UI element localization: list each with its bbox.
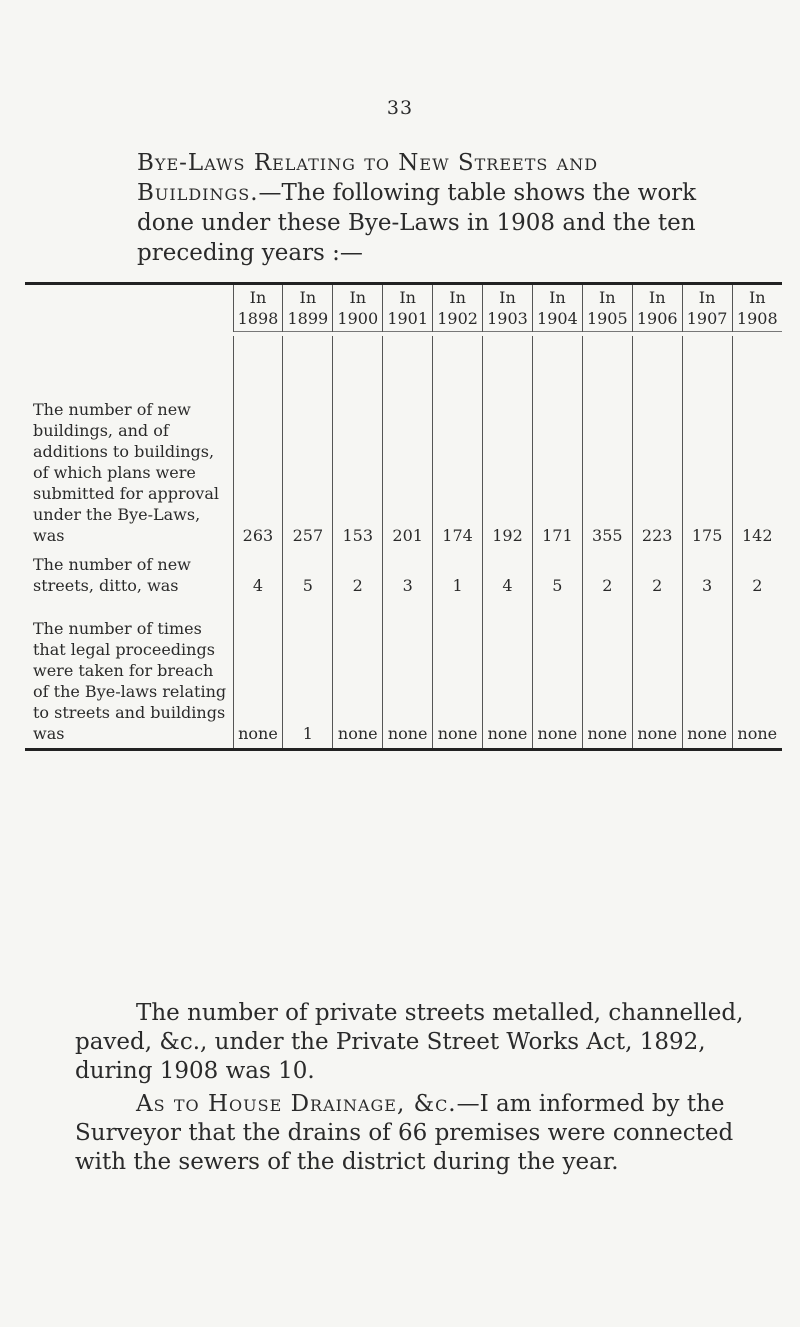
table-cell: 1 <box>283 596 333 748</box>
table-cell: 142 <box>732 336 782 546</box>
table-row <box>25 596 782 748</box>
table-cell: 4 <box>483 546 533 596</box>
intro-text: —The following table shows the work done under these Bye-Laws in 1908 and the ten preceding years :— <box>137 180 697 266</box>
table-cell: 355 <box>582 336 632 546</box>
column-header: In 1899 <box>283 285 333 332</box>
table-header-row <box>25 285 782 332</box>
house-drainage-text: —I am informed by the Surveyor that the drains of 66 premises were connected with the sewers of the district during the year. <box>75 1091 734 1175</box>
table-cell: none <box>383 596 433 748</box>
table-cell: 2 <box>632 546 682 596</box>
table-cell: none <box>233 596 283 748</box>
table-row <box>25 546 782 596</box>
table-cell: 171 <box>532 336 582 546</box>
column-header: In 1901 <box>383 285 433 332</box>
table-cell: none <box>732 596 782 748</box>
house-drainage-heading: As to House Drainage, &c. <box>136 1091 457 1117</box>
column-header: In 1908 <box>732 285 782 332</box>
table-cell: 153 <box>333 336 383 546</box>
table-cell: none <box>532 596 582 748</box>
table-row <box>25 336 782 546</box>
column-header: In 1906 <box>632 285 682 332</box>
column-header: In 1900 <box>333 285 383 332</box>
table-cell: 174 <box>433 336 483 546</box>
table-cell: 2 <box>333 546 383 596</box>
table-cell: 263 <box>233 336 283 546</box>
table-cell: 2 <box>582 546 632 596</box>
table-cell: 3 <box>682 546 732 596</box>
bye-laws-heading: Bye-Laws Relating to New Streets and Buildings. <box>137 150 599 206</box>
table-cell: none <box>582 596 632 748</box>
table-cell: 2 <box>732 546 782 596</box>
table-cell: 4 <box>233 546 283 596</box>
table-cell: none <box>333 596 383 748</box>
row-label: The number of new streets, ditto, was <box>33 555 191 595</box>
page-number: 33 <box>386 97 414 119</box>
table-cell: 223 <box>632 336 682 546</box>
table-cell: none <box>682 596 732 748</box>
table-cell: 5 <box>532 546 582 596</box>
bye-laws-table <box>25 282 782 751</box>
table-cell: 201 <box>383 336 433 546</box>
table-cell: none <box>483 596 533 748</box>
table-cell: 257 <box>283 336 333 546</box>
row-label: The number of new buildings, and of additions to buildings, of which plans were submitted for approval under the Bye-Laws, was <box>33 400 219 545</box>
column-header: In 1907 <box>682 285 732 332</box>
intro-paragraph <box>137 148 697 268</box>
table-cell: none <box>632 596 682 748</box>
column-header: In 1898 <box>233 285 283 332</box>
table-cell: 192 <box>483 336 533 546</box>
column-header: In 1905 <box>582 285 632 332</box>
private-streets-paragraph: The number of private streets metalled, channelled, paved, &c., under the Private Street Works Act, 1892, during 1908 was 10. <box>75 1000 744 1084</box>
table-cell: 3 <box>383 546 433 596</box>
row-label: The number of times that legal proceedings were taken for breach of the Bye-laws relating to streets and buildings was <box>33 619 227 743</box>
table-cell: 1 <box>433 546 483 596</box>
column-header: In 1902 <box>433 285 483 332</box>
table-cell: 5 <box>283 546 333 596</box>
house-drainage-paragraph <box>75 1090 765 1177</box>
column-header: In 1903 <box>483 285 533 332</box>
table-cell: none <box>433 596 483 748</box>
column-header: In 1904 <box>532 285 582 332</box>
table-cell: 175 <box>682 336 732 546</box>
header-blank <box>25 285 233 332</box>
